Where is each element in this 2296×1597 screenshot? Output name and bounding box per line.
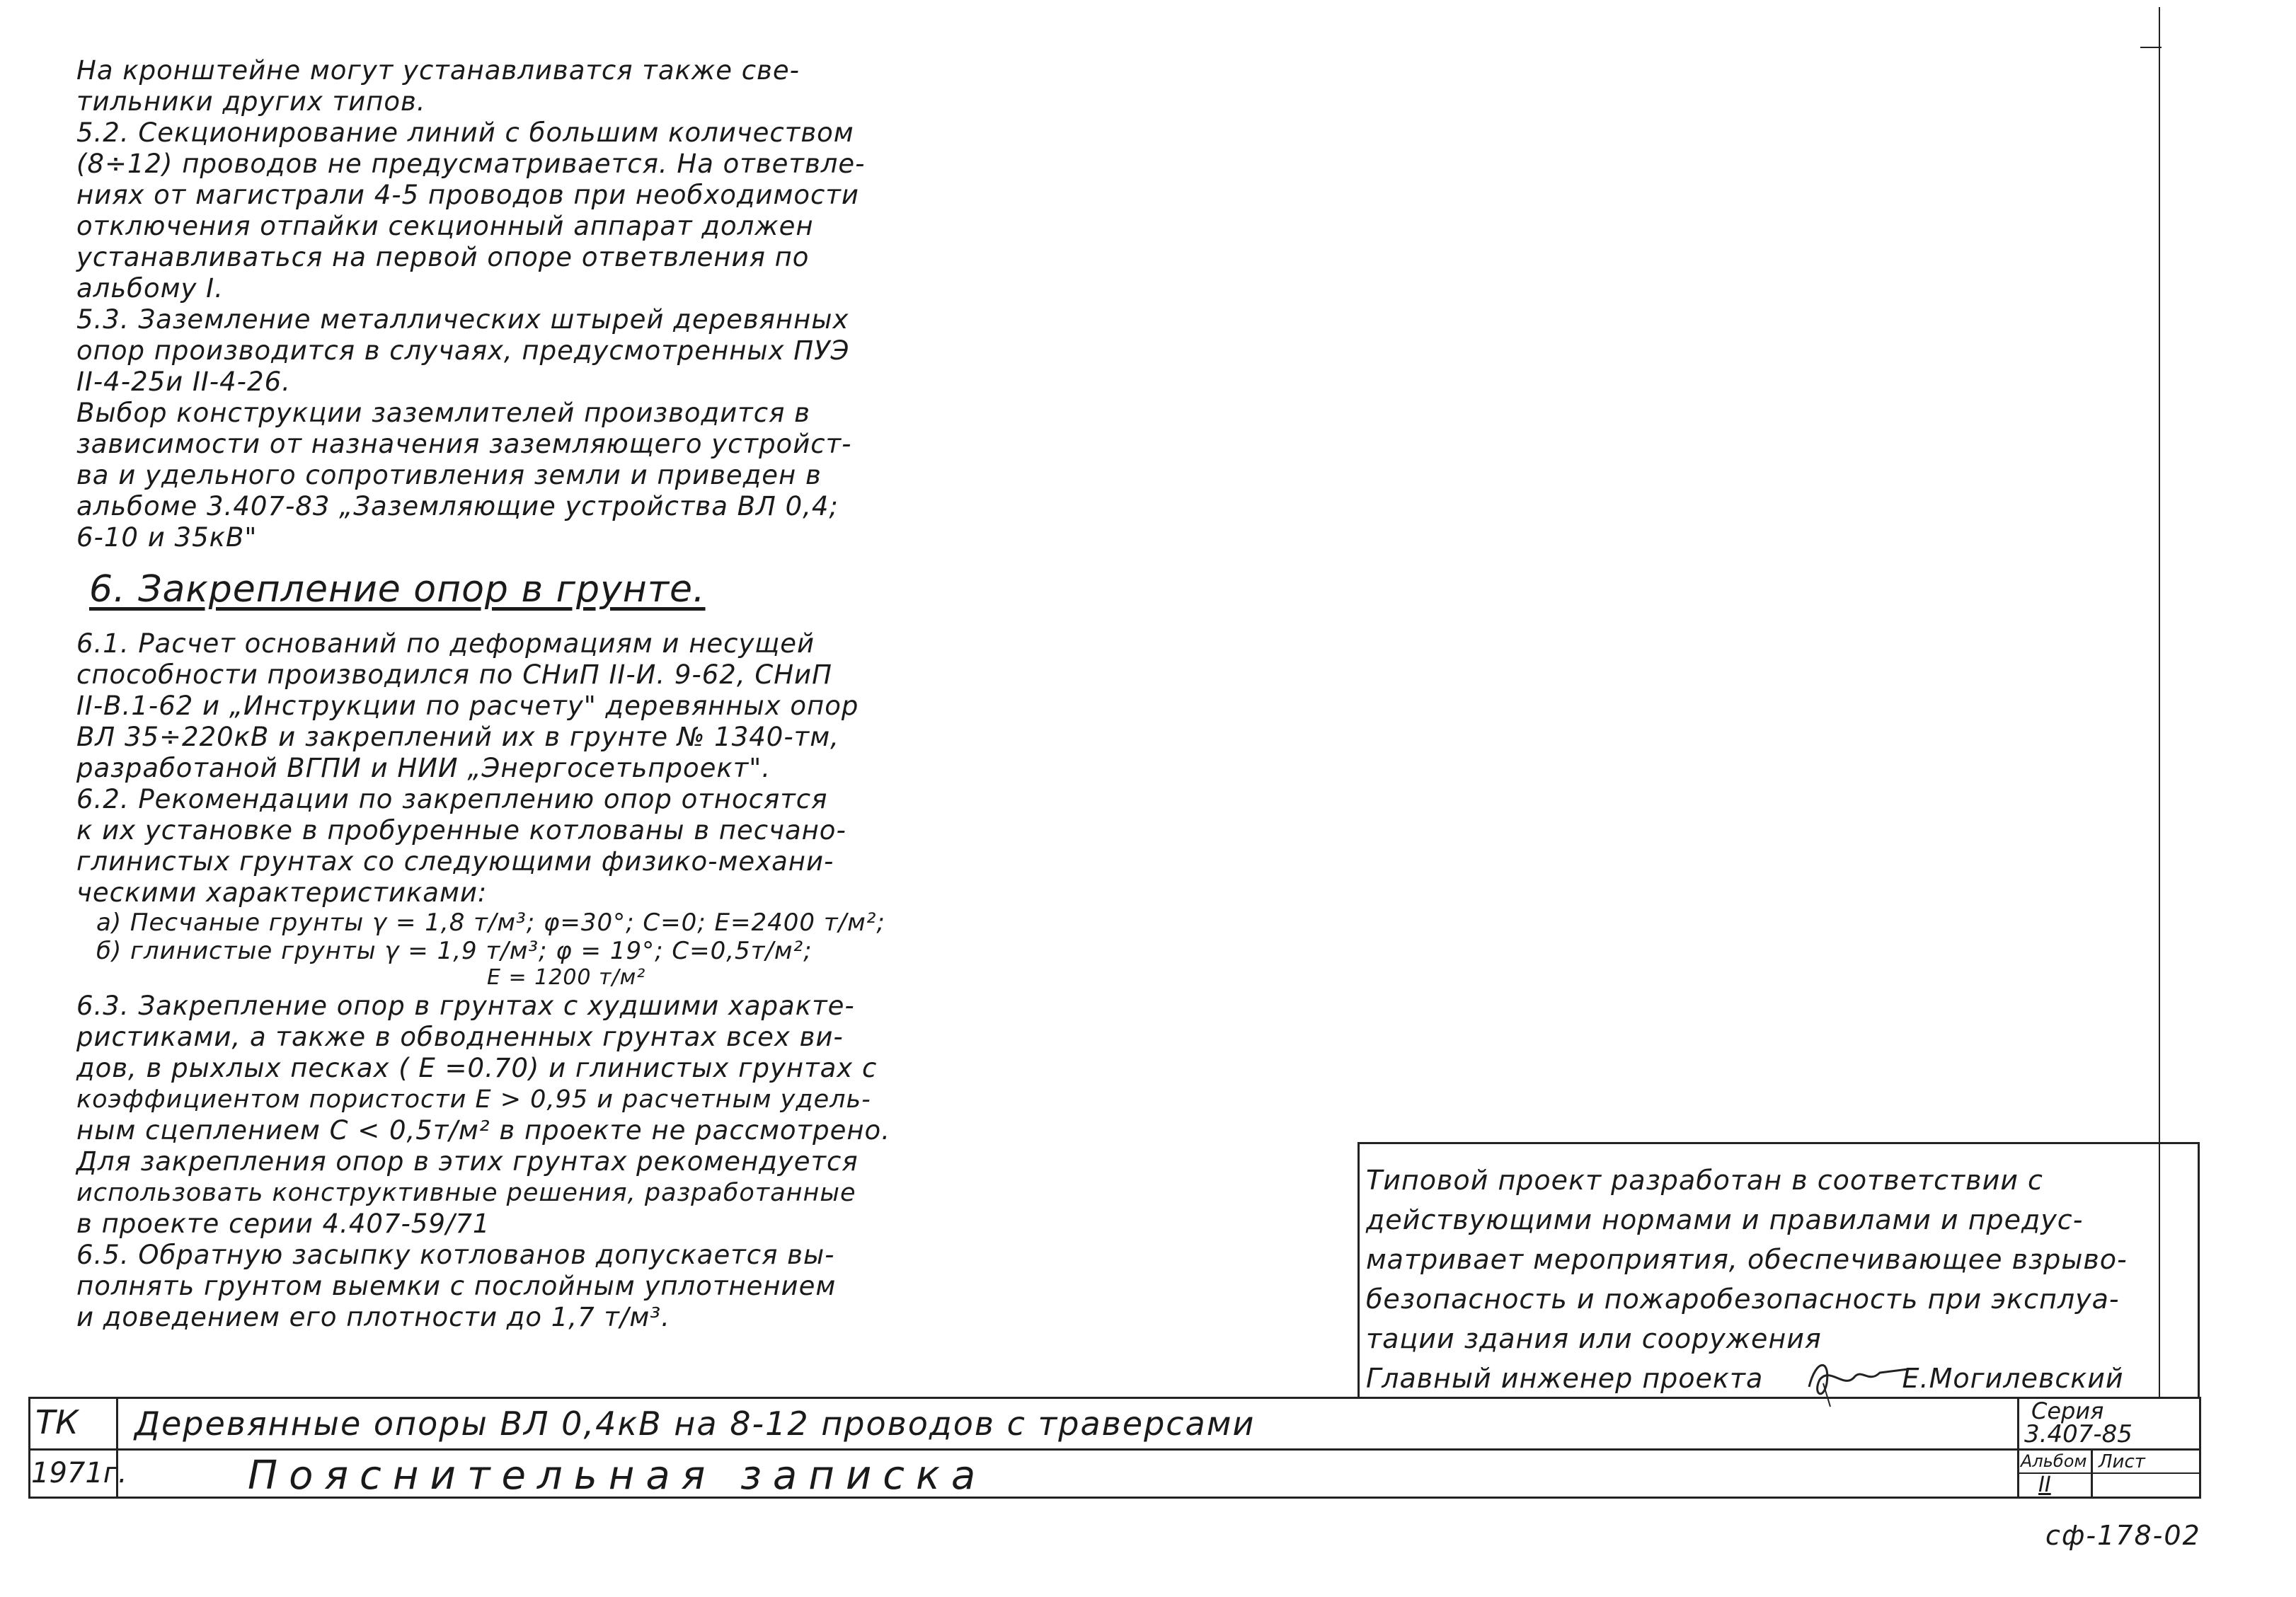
text-line: отключения отпайки секционный аппарат должен [76,211,814,241]
paragraph-6-5 [76,1240,1053,1333]
album-value: II [2038,1472,2051,1497]
series-value: 3.407-85 [2024,1420,2133,1448]
text-line: II-4-25и II-4-26. [76,367,291,397]
soil-line-clay: б) глинистые грунты γ = 1,9 т/м³; φ = 19°; С=0,5т/м²; [96,937,813,965]
text-line: альбоме 3.407-83 „Заземляющие устройства ВЛ 0,4; [76,491,839,521]
text-line: и доведением его плотности до 1,7 т/м³. [76,1302,670,1332]
text-line: устанавливаться на первой опоре ответвления по [76,242,810,272]
text-line: ческими характеристиками: [76,877,488,908]
paragraph-6-3 [76,991,1053,1240]
stamp-line: тации здания или сооружения [1366,1323,1822,1354]
compliance-statement [1366,1160,2201,1398]
text-line: ВЛ 35÷220кВ и закреплений их в грунте № 1340-тм, [76,722,839,752]
text-line: 5.3. Заземление металлических штырей деревянных [76,304,849,335]
text-line: II-В.1-62 и „Инструкции по расчету" деревянных опор [76,691,859,721]
soil-line-modulus: Е = 1200 т/м² [487,965,646,990]
project-title: Деревянные опоры ВЛ 0,4кВ на 8-12 проводов с траверсами [134,1405,1256,1443]
text-line: 6.2. Рекомендации по закреплению опор относятся [76,784,828,814]
text-line: 6.5. Обратную засыпку котлованов допускается вы- [76,1240,835,1270]
text-line: Выбор конструкции заземлителей производится в [76,398,810,428]
intro-paragraph [76,55,1053,117]
text-line: 6.1. Расчет оснований по деформациям и несущей [76,628,815,659]
engineer-label: Главный инженер проекта [1366,1363,1764,1394]
series-label: Серия [2031,1397,2104,1424]
text-line: коэффициентом пористости Е > 0,95 и расчетным удель- [76,1085,871,1114]
paragraph-5-2 [76,117,1053,304]
text-line: способности производился по СНиП II-И. 9-62, СНиП [76,659,832,690]
text-line: тильники других типов. [76,86,426,117]
text-line: 6.3. Закрепление опор в грунтах с худшими характе- [76,991,855,1021]
engineer-name: Е.Могилевский [1902,1363,2124,1394]
text-line: ным сцеплением С < 0,5т/м² в проекте не рассмотрено. [76,1115,890,1146]
text-line: дов, в рыхлых песках ( Е =0.70) и глинистых грунтах с [76,1053,878,1083]
text-line: полнять грунтом выемки с послойным уплотнением [76,1271,837,1301]
title-block [28,1397,2201,1499]
stamp-line: матривает мероприятия, обеспечивающее взрыво- [1366,1244,2128,1275]
text-line: На кронштейне могут устанавливатся также све- [76,55,800,86]
stamp-line: действующими нормами и правилами и предус- [1366,1204,2084,1235]
paragraph-6-1 [76,628,1053,784]
text-line: в проекте серии 4.407-59/71 [76,1209,490,1239]
text-line: к их установке в пробуренные котлованы в песчано- [76,815,846,846]
text-line: глинистых грунтах со следующими физико-механи- [76,846,834,877]
stamp-line: Типовой проект разработан в соответствии с [1366,1165,2043,1196]
paragraph-6-2 [76,784,1053,991]
right-frame-tick [2140,47,2162,48]
text-line: (8÷12) проводов не предусматривается. На ответвле- [76,149,866,179]
text-line: использовать конструктивные решения, разработанные [76,1179,856,1207]
document-title: Пояснительная записка [248,1453,987,1499]
stamp-line: безопасность и пожаробезопасность при эксплуа- [1366,1284,2120,1315]
text-line: разработаной ВГПИ и НИИ „Энергосетьпроект". [76,753,771,783]
text-line: опор производится в случаях, предусмотренных ПУЭ [76,335,850,366]
soil-line-sand: а) Песчаные грунты γ = 1,8 т/м³; φ=30°; С=0; Е=2400 т/м²; [96,909,885,937]
text-line: зависимости от назначения заземляющего устройст- [76,429,852,459]
text-line: Для закрепления опор в этих грунтах рекомендуется [76,1146,859,1177]
sheet-label: Лист [2099,1451,2145,1472]
title-block-code: ТК [35,1403,79,1441]
text-line: альбому I. [76,273,224,304]
section-heading: 6. Закрепление опор в грунте. [89,568,706,611]
text-line: ниях от магистрали 4-5 проводов при необходимости [76,180,859,210]
explanatory-note-body [76,55,1053,1333]
text-line: 5.2. Секционирование линий с большим количеством [76,117,854,148]
text-line: 6-10 и 35кВ" [76,522,258,553]
album-label: Альбом [2021,1451,2087,1471]
title-block-year: 1971г. [31,1457,127,1489]
text-line: ва и удельного сопротивления земли и приведен в [76,460,822,490]
engineer-line [1366,1359,2201,1398]
text-line: ристиками, а также в обводненных грунтах всех ви- [76,1022,844,1052]
footer-archive-code: сф-178-02 [2045,1520,2201,1551]
paragraph-5-3 [76,304,1053,553]
